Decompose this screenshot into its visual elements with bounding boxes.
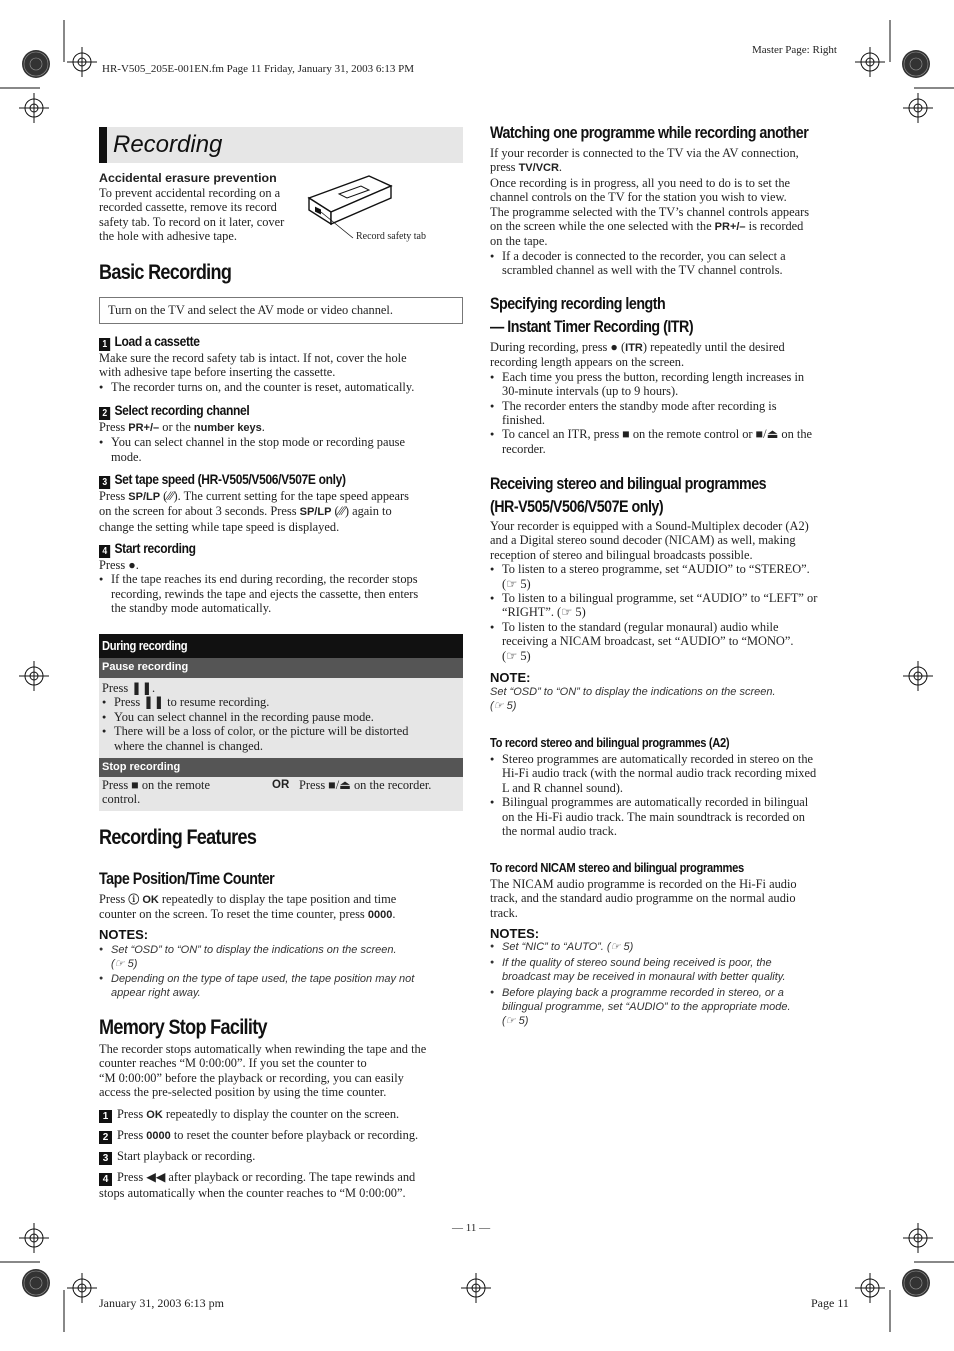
during-recording-header: During recording — [99, 634, 463, 658]
pause-recording-body: Press ❚❚. ● Press ❚❚ to resume recording. ● You can select channel in the recording pause mode. ● There will be a loss of color, or the picture will be distorted where the channel is changed. — [99, 678, 463, 758]
watching-heading: Watching one programme while recording another — [490, 123, 809, 142]
memory-stop-steps: 1 Press OK repeatedly to display the counter on the screen. 2 Press 0000 to reset the counter before playback or recording. 3 Start playback or recording. 4 Press ◀◀ after playback or recording. The tape rewinds and stops automatically when the counter reaches to “M 0:00:00”. — [99, 1107, 419, 1200]
footer-page: Page 11 — [811, 1296, 849, 1310]
stereo-heading-1: Receiving stereo and bilingual programmes — [490, 474, 767, 493]
erasure-heading: Accidental erasure prevention — [99, 171, 277, 185]
stereo-text: Your recorder is equipped with a Sound-Multiplex decoder (A2) and a Digital stereo sound decoder (NICAM) as well, making reception of stereo and bilingual broadcasts possible. ● To listen to a stereo programme, set “AUDIO” to “STEREO”. (☞ 5) ● To listen to a bilingual programme, set “AUDIO” to “LEFT” or “RIGHT”. (☞ 5) ● To listen to the standard (regular monaural) audio while receiving a NICAM broadcast, set “AUDIO” to “MONO”. (☞ 5) — [490, 519, 854, 663]
step4-title: 4 Start recording — [99, 540, 196, 558]
tape-position-text: Press ⓘ OK repeatedly to display the tape position and time counter on the screen. To reset the time counter, press 0000. — [99, 892, 397, 922]
nicam-notes-heading: NOTES: — [490, 926, 540, 941]
basic-recording-heading: Basic Recording — [99, 261, 232, 284]
step2-title: 2 Select recording channel — [99, 402, 249, 420]
stop-recording-body: Press ■ on the remote control. OR Press ■/⏏ on the recorder. — [99, 777, 463, 811]
recording-features-heading: Recording Features — [99, 826, 257, 849]
step3-text: Press SP/LP (⁄⁄⁄). The current setting for the tape speed appears on the screen for about 3 seconds. Press SP/LP (⁄⁄⁄) again to change the setting while tape speed is displayed. — [99, 489, 409, 534]
pause-recording-header: Pause recording — [99, 658, 463, 678]
itr-text: During recording, press ● (ITR) repeatedly until the desired recording length appears on the screen. ● Each time you press the button, recording length increases in 30-minute intervals (up to 9 hours). ● The recorder enters the standby mode after recording is finished. ● To cancel an ITR, press ■ on the remote control or ■/⏏ on the recorder. — [490, 340, 854, 456]
step1-title: 1 Load a cassette — [99, 333, 200, 351]
step2-text: Press PR+/– or the number keys. ● You can select channel in the stop mode or recording pause mode. — [99, 420, 463, 464]
stereo-note-heading: NOTE: — [490, 670, 531, 685]
file-info: HR-V505_205E-001EN.fm Page 11 Friday, January 31, 2003 6:13 PM — [102, 63, 415, 75]
recording-title: Recording — [113, 131, 223, 158]
erasure-text: To prevent accidental recording on a recorded cassette, remove its record safety tab. To record on it later, cover the hole with adhesive tape. — [99, 186, 285, 244]
footer-date: January 31, 2003 6:13 pm — [99, 1296, 224, 1310]
stop-recording-header: Stop recording — [99, 758, 463, 777]
tape-position-heading: Tape Position/Time Counter — [99, 869, 275, 888]
itr-heading-2: — Instant Timer Recording (ITR) — [490, 317, 694, 336]
nicam-notes: ● Set “NIC” to “AUTO”. (☞ 5) ● If the quality of stereo sound being received is poor, the broadcast may be received in monaural with better quality. ● Before playing back a programme recorded in stereo, or a bilingual programme, set “AUDIO” to the appropriate mode. (☞ 5) — [490, 940, 854, 1028]
notes-heading: NOTES: — [99, 927, 149, 942]
tv-instruction-box: Turn on the TV and select the AV mode or video channel. — [99, 297, 463, 324]
memory-stop-heading: Memory Stop Facility — [99, 1016, 267, 1039]
recording-title-bar — [99, 127, 463, 163]
nicam-heading: To record NICAM stereo and bilingual programmes — [490, 860, 744, 875]
step3-title: 3 Set tape speed (HR-V505/V506/V507E only) — [99, 471, 346, 489]
memory-stop-text: The recorder stops automatically when rewinding the tape and the counter reaches “M 0:00:00”. If you set the counter to “M 0:00:00” before the playback or recording, you can easily access the pre-selected position by using the time counter. — [99, 1042, 427, 1100]
stereo-heading-2: (HR-V505/V506/V507E only) — [490, 497, 664, 516]
step1-text: Make sure the record safety tab is intact. If not, cover the hole with adhesive tape before inserting the cassette. ● The recorder turns on, and the counter is reset, automatically. — [99, 351, 463, 394]
master-page-label: Master Page: Right — [752, 44, 837, 56]
watching-text: If your recorder is connected to the TV via the AV connection, press TV/VCR. Once recording is in progress, all you need to do is to set the channel controls on the TV for the station you wish to view. The programme selected with the TV’s channel controls appears on the screen while the one selected with the PR+/– is recorded on the tape. ● If a decoder is connected to the recorder, you can select a scrambled channel as well with the TV channel controls. — [490, 146, 854, 278]
tape-notes: ● Set “OSD” to “ON” to display the indications on the screen. (☞ 5) ● Depending on the type of tape used, the tape position may not appear right away. — [99, 943, 463, 1000]
a2-text: ● Stereo programmes are automatically recorded in stereo on the Hi-Fi audio track (with the normal audio track recording mixed L and R channel sound). ● Bilingual programmes are automatically recorded in bilingual on the Hi-Fi audio track. The main soundtrack is recorded on the normal audio track. — [490, 752, 854, 838]
step4-text: Press ●. ● If the tape reaches its end during recording, the recorder stops recording, rewinds the tape and ejects the cassette, then enters the standby mode automatically. — [99, 558, 463, 616]
page-number-center: — 11 — — [452, 1222, 491, 1234]
a2-heading: To record stereo and bilingual programmes (A2) — [490, 735, 730, 750]
tab-caption: Record safety tab — [356, 231, 426, 242]
nicam-text: The NICAM audio programme is recorded on the Hi-Fi audio track, and the standard audio programme on the normal audio track. — [490, 877, 797, 920]
itr-heading-1: Specifying recording length — [490, 294, 666, 313]
stereo-note: Set “OSD” to “ON” to display the indications on the screen. (☞ 5) — [490, 686, 776, 712]
